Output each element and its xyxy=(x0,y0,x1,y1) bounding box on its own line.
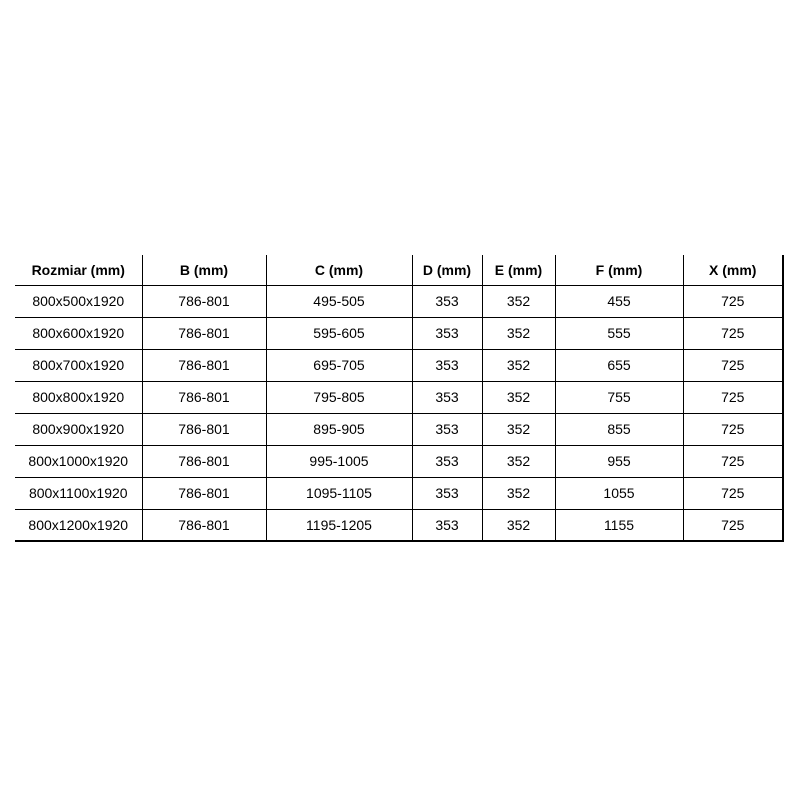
table-cell: 800x1100x1920 xyxy=(15,477,142,509)
table-cell: 786-801 xyxy=(142,285,266,317)
table-cell: 353 xyxy=(412,445,482,477)
table-cell: 352 xyxy=(482,509,555,541)
table-row xyxy=(15,413,783,445)
table-row xyxy=(15,477,783,509)
table-cell: 695-705 xyxy=(266,349,412,381)
table-cell: 595-605 xyxy=(266,317,412,349)
table-cell: 800x800x1920 xyxy=(15,381,142,413)
table-cell: 353 xyxy=(412,349,482,381)
table-cell: 800x500x1920 xyxy=(15,285,142,317)
table-cell: 655 xyxy=(555,349,683,381)
table-cell: 786-801 xyxy=(142,317,266,349)
column-header-d: D (mm) xyxy=(412,255,482,285)
table-row xyxy=(15,349,783,381)
table-cell: 555 xyxy=(555,317,683,349)
header-row xyxy=(15,255,783,285)
table-row xyxy=(15,509,783,541)
table-row xyxy=(15,381,783,413)
column-header-c: C (mm) xyxy=(266,255,412,285)
table-cell: 995-1005 xyxy=(266,445,412,477)
table-cell: 800x600x1920 xyxy=(15,317,142,349)
column-header-rozmiar: Rozmiar (mm) xyxy=(15,255,142,285)
table-row xyxy=(15,317,783,349)
table-cell: 895-905 xyxy=(266,413,412,445)
column-header-f: F (mm) xyxy=(555,255,683,285)
table-cell: 352 xyxy=(482,285,555,317)
table-cell: 786-801 xyxy=(142,445,266,477)
table-cell: 1195-1205 xyxy=(266,509,412,541)
table-cell: 786-801 xyxy=(142,381,266,413)
table-cell: 725 xyxy=(683,477,783,509)
table-cell: 725 xyxy=(683,317,783,349)
table-cell: 352 xyxy=(482,413,555,445)
table-cell: 455 xyxy=(555,285,683,317)
table-cell: 786-801 xyxy=(142,477,266,509)
table-cell: 1055 xyxy=(555,477,683,509)
table-cell: 1095-1105 xyxy=(266,477,412,509)
table-cell: 352 xyxy=(482,477,555,509)
table-cell: 955 xyxy=(555,445,683,477)
table-cell: 755 xyxy=(555,381,683,413)
table-cell: 353 xyxy=(412,317,482,349)
column-header-x: X (mm) xyxy=(683,255,783,285)
table-cell: 353 xyxy=(412,381,482,413)
table-cell: 725 xyxy=(683,445,783,477)
table-cell: 725 xyxy=(683,285,783,317)
table-row xyxy=(15,445,783,477)
column-header-b: B (mm) xyxy=(142,255,266,285)
table-cell: 1155 xyxy=(555,509,683,541)
table-cell: 353 xyxy=(412,285,482,317)
table-cell: 725 xyxy=(683,381,783,413)
table-cell: 352 xyxy=(482,349,555,381)
table-cell: 353 xyxy=(412,413,482,445)
table-cell: 800x900x1920 xyxy=(15,413,142,445)
table-cell: 725 xyxy=(683,413,783,445)
table-row xyxy=(15,285,783,317)
table-cell: 786-801 xyxy=(142,349,266,381)
table-cell: 795-805 xyxy=(266,381,412,413)
table-cell: 786-801 xyxy=(142,509,266,541)
table-cell: 786-801 xyxy=(142,413,266,445)
table-cell: 352 xyxy=(482,381,555,413)
table-cell: 855 xyxy=(555,413,683,445)
table-cell: 353 xyxy=(412,477,482,509)
table-cell: 495-505 xyxy=(266,285,412,317)
column-header-e: E (mm) xyxy=(482,255,555,285)
table-cell: 352 xyxy=(482,445,555,477)
table-cell: 800x1200x1920 xyxy=(15,509,142,541)
table-cell: 725 xyxy=(683,349,783,381)
dimensions-spec-table xyxy=(15,255,784,542)
table-cell: 353 xyxy=(412,509,482,541)
table-cell: 800x1000x1920 xyxy=(15,445,142,477)
table-cell: 800x700x1920 xyxy=(15,349,142,381)
table-cell: 725 xyxy=(683,509,783,541)
table-cell: 352 xyxy=(482,317,555,349)
